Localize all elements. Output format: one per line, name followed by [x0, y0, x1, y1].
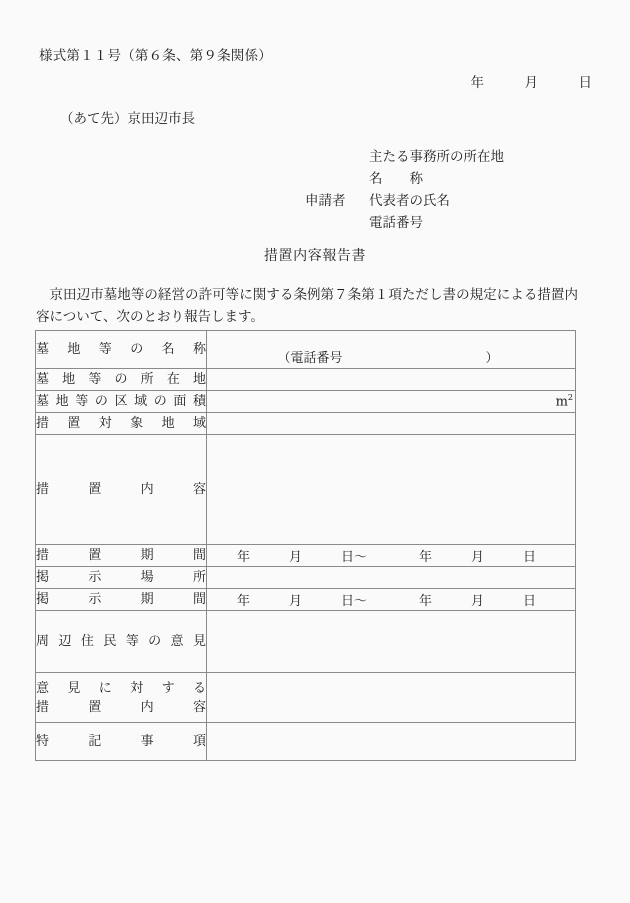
- table-row: [36, 723, 576, 761]
- row-value-measures-for-opinions[interactable]: [207, 673, 576, 723]
- table-row: [36, 413, 576, 435]
- row-value-special-notes[interactable]: [207, 723, 576, 761]
- row-label-text: 墓地等の区域の面積: [36, 394, 206, 409]
- area-unit-exponent: 2: [567, 393, 573, 403]
- row-value-cemetery-location[interactable]: [207, 369, 576, 391]
- applicant-block: [305, 146, 504, 234]
- row-label-measure-period: [36, 545, 207, 567]
- form-number: 様式第１１号（第６条、第９条関係）: [39, 48, 272, 64]
- row-label-cemetery-area: [36, 391, 207, 413]
- applicant-row-phone: [305, 212, 504, 234]
- table-row: [36, 567, 576, 589]
- row-label-text: 特記事項: [36, 734, 206, 749]
- applicant-label-office-address: 主たる事務所の所在地: [369, 149, 504, 165]
- table-row: [36, 545, 576, 567]
- row-label-text-line1: 意見に対する: [36, 680, 206, 696]
- row-label-posting-period: [36, 589, 207, 611]
- row-label-text: 措置期間: [36, 548, 206, 563]
- row-label-cemetery-name: [36, 331, 207, 369]
- phone-hint-text: （電話番号 ）: [277, 351, 499, 366]
- applicant-row-name: [305, 168, 504, 190]
- row-label-text: 措置対象地域: [36, 416, 206, 431]
- row-label-text: 掲示期間: [36, 592, 206, 607]
- row-value-cemetery-name[interactable]: [207, 331, 576, 369]
- applicant-tag-label: 申請者: [305, 193, 346, 209]
- applicant-label-representative: 代表者の氏名: [369, 193, 450, 209]
- area-unit-label: [207, 393, 575, 409]
- table-row: [36, 331, 576, 369]
- row-value-posting-place[interactable]: [207, 567, 576, 589]
- row-label-resident-opinions: [36, 611, 207, 673]
- table-row: [36, 391, 576, 413]
- row-value-measure-period[interactable]: [207, 545, 576, 567]
- row-value-resident-opinions[interactable]: [207, 611, 576, 673]
- document-body-paragraph: 京田辺市墓地等の経営の許可等に関する条例第７条第１項ただし書の規定による措置内容について、次のとおり報告します。: [36, 287, 578, 325]
- document-title: 措置内容報告書: [263, 248, 367, 264]
- row-value-posting-period[interactable]: [207, 589, 576, 611]
- row-label-text: 墓地等の名称: [36, 342, 206, 357]
- row-label-text: 措置内容: [36, 482, 206, 497]
- applicant-row-representative: [305, 190, 504, 212]
- row-value-measure-content[interactable]: [207, 435, 576, 545]
- row-label-special-notes: [36, 723, 207, 761]
- row-label-measures-for-opinions: [36, 673, 207, 723]
- row-label-measure-content: [36, 435, 207, 545]
- report-form-table: [35, 330, 576, 761]
- measure-period-date-template: 年 月 日〜 年 月 日: [237, 550, 537, 565]
- table-row: [36, 589, 576, 611]
- row-label-target-area: [36, 413, 207, 435]
- row-label-text: 掲示場所: [36, 570, 206, 585]
- table-row: [36, 435, 576, 545]
- table-row: [36, 611, 576, 673]
- row-value-cemetery-area[interactable]: [207, 391, 576, 413]
- applicant-label-phone: 電話番号: [369, 215, 423, 231]
- row-value-target-area[interactable]: [207, 413, 576, 435]
- row-label-cemetery-location: [36, 369, 207, 391]
- applicant-label-name: 名 称: [369, 171, 423, 187]
- table-row: [36, 673, 576, 723]
- date-line: 年 月 日: [470, 75, 592, 91]
- row-label-posting-place: [36, 567, 207, 589]
- table-row: [36, 369, 576, 391]
- applicant-row-office-address: [305, 146, 504, 168]
- posting-period-date-template: 年 月 日〜 年 月 日: [237, 594, 537, 609]
- area-unit-base: m: [555, 394, 568, 410]
- addressee-line: （あて先）京田辺市長: [60, 111, 195, 127]
- row-label-text-line2: 措置内容: [36, 699, 206, 715]
- row-label-text: 周辺住民等の意見: [36, 634, 206, 649]
- row-label-text: 墓地等の所在地: [36, 372, 206, 387]
